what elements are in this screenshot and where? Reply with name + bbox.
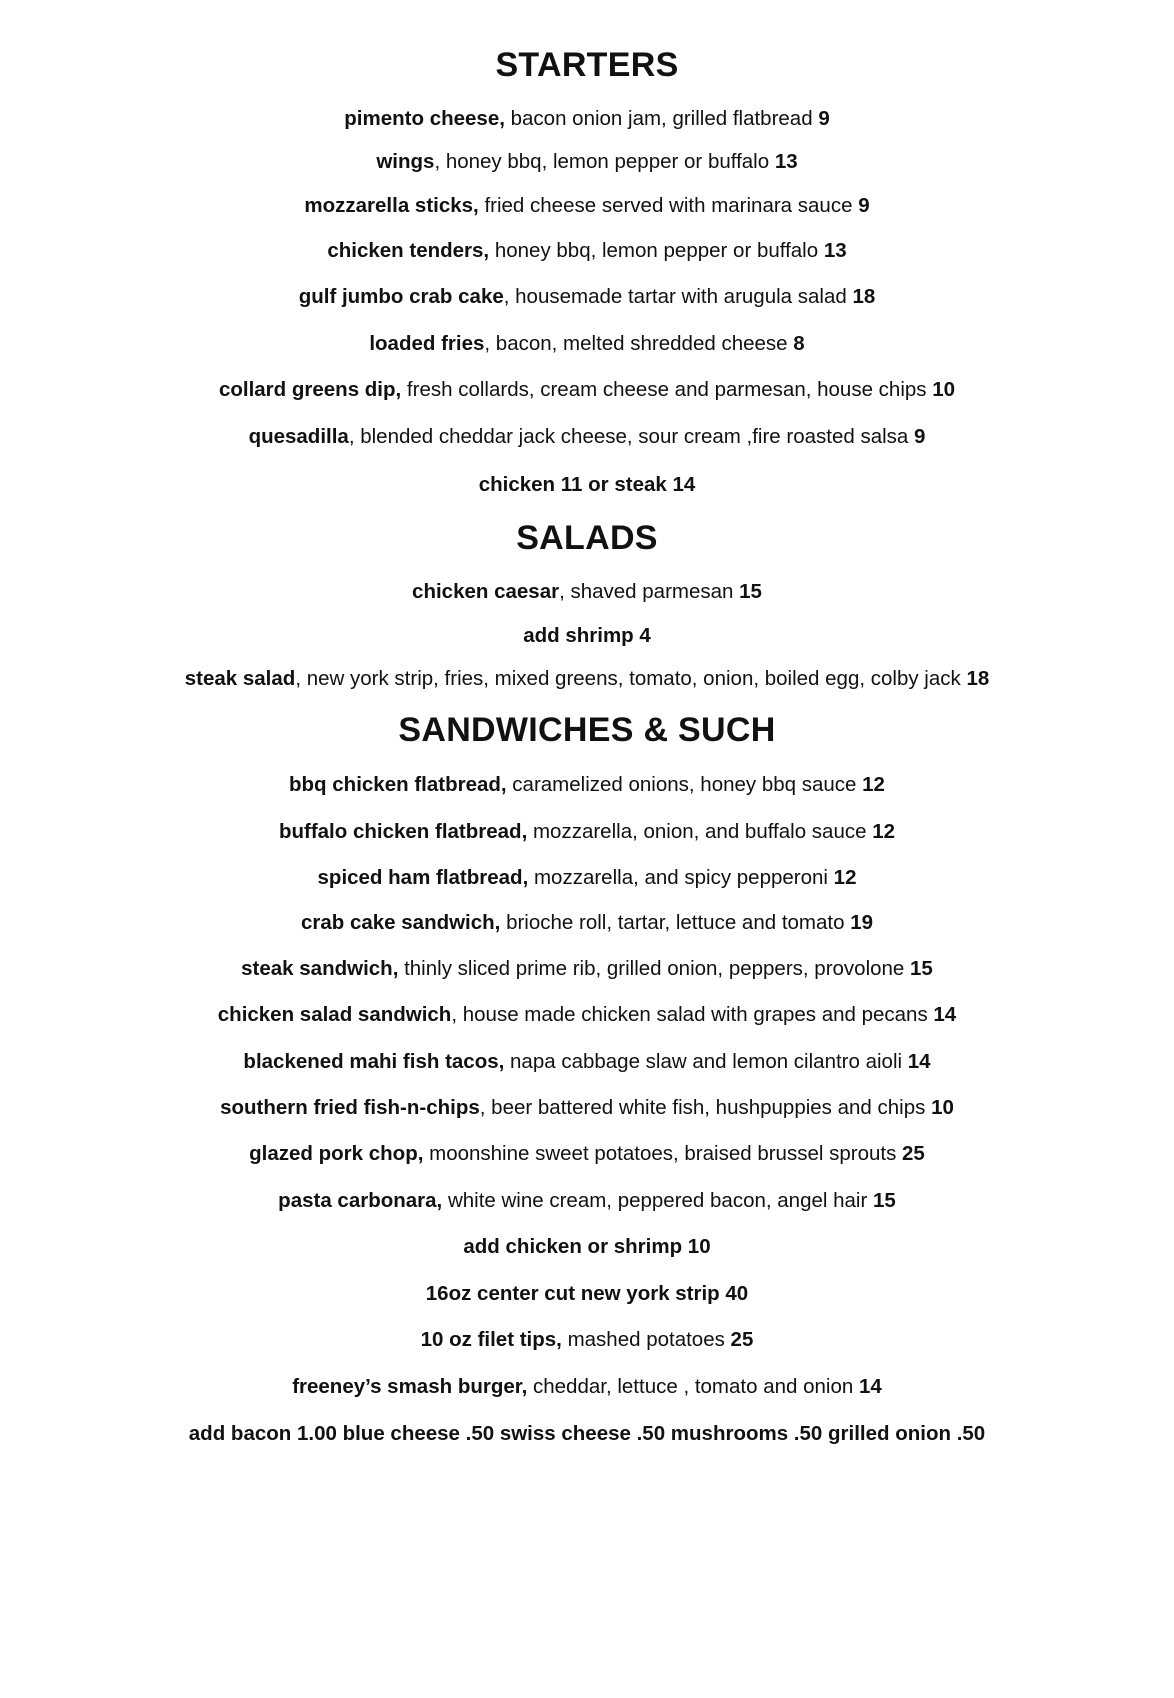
menu-item — [0, 238, 1174, 264]
item-price: 9 — [858, 194, 870, 217]
item-name: buffalo chicken flatbread, — [278, 820, 528, 843]
menu-item — [0, 193, 1174, 219]
item-description: mozzarella, onion, and buffalo sauce — [527, 820, 873, 843]
menu-item — [0, 1141, 1174, 1167]
item-description: bacon onion jam, grilled flatbread — [504, 107, 819, 130]
menu-item-addon — [0, 1234, 1174, 1260]
item-description: fresh collards, cream cheese and parmesan, house chips — [401, 378, 933, 401]
menu-item — [0, 1374, 1174, 1400]
item-name: chicken tenders, — [327, 239, 490, 262]
item-name: freeney’s smash burger, — [292, 1375, 528, 1398]
menu-item — [0, 956, 1174, 982]
item-name: steak sandwich, — [241, 957, 399, 980]
menu-item — [0, 149, 1174, 175]
menu-item — [0, 1327, 1174, 1353]
item-price: 13 — [823, 239, 847, 262]
menu-item — [0, 865, 1174, 891]
item-price: 25 — [902, 1142, 925, 1165]
item-name: chicken caesar — [412, 580, 560, 603]
section-title-salads: SALADS — [516, 519, 658, 557]
item-description: , housemade tartar with arugula salad — [503, 285, 853, 308]
item-price: 12 — [862, 773, 885, 796]
item-description: , honey bbq, lemon pepper or buffalo — [434, 150, 775, 173]
item-description: fried cheese served with marinara sauce — [478, 194, 859, 217]
menu-item — [0, 910, 1174, 936]
item-name: mozzarella sticks, — [304, 194, 479, 217]
item-price: 19 — [850, 911, 874, 934]
item-description: honey bbq, lemon pepper or buffalo — [489, 239, 824, 262]
menu-item — [0, 331, 1174, 357]
menu-item — [0, 1002, 1174, 1028]
item-name: wings — [376, 150, 435, 173]
menu-item — [0, 1095, 1174, 1121]
item-name: bbq chicken flatbread, — [289, 773, 507, 796]
item-name: pimento cheese, — [344, 107, 505, 130]
item-name: chicken 11 or steak 14 — [478, 473, 696, 496]
item-description: thinly sliced prime rib, grilled onion, peppers, provolone — [398, 957, 911, 980]
item-name: blackened mahi fish tacos, — [243, 1050, 505, 1073]
item-price: 18 — [966, 667, 990, 690]
item-price: 9 — [914, 425, 926, 448]
menu-item-addon — [0, 1421, 1174, 1447]
item-name: chicken salad sandwich — [217, 1003, 452, 1026]
item-price: 12 — [872, 820, 896, 843]
item-description: mozzarella, and spicy pepperoni — [528, 866, 834, 889]
item-name: steak salad — [184, 667, 296, 690]
item-description: caramelized onions, honey bbq sauce — [506, 773, 863, 796]
item-description: cheddar, lettuce , tomato and onion — [527, 1375, 859, 1398]
item-price: 12 — [833, 866, 857, 889]
menu-item — [0, 819, 1174, 845]
item-price: 10 — [932, 378, 956, 401]
item-description: , blended cheddar jack cheese, sour cream ,fire roasted salsa — [348, 425, 915, 448]
menu-item — [0, 579, 1174, 605]
item-name: add bacon 1.00 blue cheese .50 swiss cheese .50 mushrooms .50 grilled onion .50 — [188, 1422, 986, 1445]
menu-item — [0, 106, 1174, 132]
item-price: 15 — [910, 957, 933, 980]
item-description: , beer battered white fish, hushpuppies and chips — [479, 1096, 932, 1119]
item-name: gulf jumbo crab cake — [298, 285, 504, 308]
item-name: crab cake sandwich, — [300, 911, 501, 934]
menu-item — [0, 1049, 1174, 1075]
item-name: 16oz center cut new york strip 40 — [425, 1282, 749, 1305]
item-price: 10 — [931, 1096, 954, 1119]
item-price: 15 — [739, 580, 762, 603]
item-description: mashed potatoes — [561, 1328, 731, 1351]
section-title-starters: STARTERS — [495, 46, 679, 84]
menu-item — [0, 424, 1174, 450]
item-price: 25 — [730, 1328, 754, 1351]
menu-item-addon — [0, 623, 1174, 649]
item-description: napa cabbage slaw and lemon cilantro aioli — [504, 1050, 908, 1073]
item-description: moonshine sweet potatoes, braised brussel sprouts — [423, 1142, 903, 1165]
item-description: white wine cream, peppered bacon, angel hair — [442, 1189, 874, 1212]
item-description: , house made chicken salad with grapes and pecans — [451, 1003, 934, 1026]
item-name: southern fried fish-n-chips — [220, 1096, 480, 1119]
item-price: 13 — [774, 150, 798, 173]
menu-item — [0, 377, 1174, 403]
item-price: 18 — [852, 285, 876, 308]
item-name: spiced ham flatbread, — [317, 866, 529, 889]
menu-item — [0, 1281, 1174, 1307]
item-name: 10 oz filet tips, — [420, 1328, 562, 1351]
menu-item — [0, 772, 1174, 798]
item-description: brioche roll, tartar, lettuce and tomato — [500, 911, 851, 934]
item-description: , new york strip, fries, mixed greens, tomato, onion, boiled egg, colby jack — [295, 667, 967, 690]
menu-item-addon — [0, 472, 1174, 498]
item-name: add shrimp 4 — [523, 624, 651, 647]
item-name: quesadilla — [248, 425, 349, 448]
menu-item — [0, 1188, 1174, 1214]
menu-item — [0, 284, 1174, 310]
item-name: pasta carbonara, — [278, 1189, 443, 1212]
item-name: collard greens dip, — [218, 378, 402, 401]
item-price: 14 — [858, 1375, 882, 1398]
menu-item — [0, 666, 1174, 692]
item-price: 8 — [793, 332, 805, 355]
item-description: , bacon, melted shredded cheese — [484, 332, 794, 355]
item-price: 9 — [818, 107, 830, 130]
item-name: loaded fries — [369, 332, 485, 355]
item-price: 14 — [907, 1050, 931, 1073]
item-price: 15 — [873, 1189, 896, 1212]
item-description: , shaved parmesan — [559, 580, 740, 603]
item-name: glazed pork chop, — [249, 1142, 424, 1165]
section-title-sandwiches: SANDWICHES & SUCH — [398, 711, 776, 749]
item-price: 14 — [933, 1003, 957, 1026]
item-name: add chicken or shrimp 10 — [463, 1235, 711, 1258]
